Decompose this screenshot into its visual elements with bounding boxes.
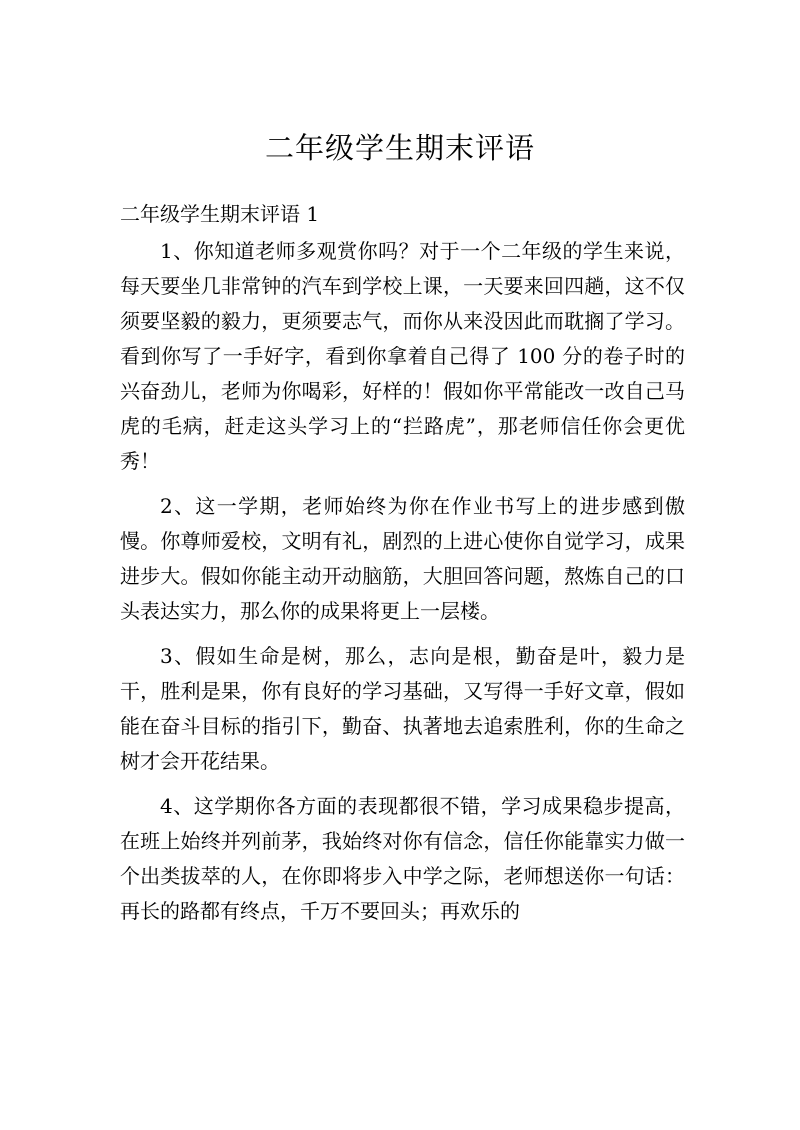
document-body <box>120 234 685 939</box>
paragraph-4: 4、这学期你各方面的表现都很不错，学习成果稳步提高，在班上始终并列前茅，我始终对你有信念，信任你能靠实力做一个出类拔萃的人，在你即将步入中学之际，老师想送你一句话：再长的路都有终点，千万不要回头；再欢乐的 <box>120 794 685 923</box>
paragraph-2: 2、这一学期，老师始终为你在作业书写上的进步感到傲慢。你尊师爱校，文明有礼，剧烈的上进心使你自觉学习，成果进步大。假如你能主动开动脑筋，大胆回答问题，熬炼自己的口头表达实力，那么你的成果将更上一层楼。 <box>120 494 685 623</box>
page-title: 二年级学生期末评语 <box>264 131 535 165</box>
paragraph-1: 1、你知道老师多观赏你吗？对于一个二年级的学生来说，每天要坐几非常钟的汽车到学校上课，一天要来回四趟，这不仅须要坚毅的毅力，更须要志气，而你从来没因此而耽搁了学习。看到你写了一手好字，看到你拿着自己得了 100 分的卷子时的兴奋劲儿，老师为你喝彩，好样的！假如你平常能改一改自己马虎的毛病，赶走这头学习上的“拦路虎”，那老师信任你会更优秀！ <box>120 239 685 473</box>
section-heading: 二年级学生期末评语 1 <box>120 202 320 226</box>
paragraph-3: 3、假如生命是树，那么，志向是根，勤奋是叶，毅力是干，胜利是果，你有良好的学习基础，又写得一手好文章，假如能在奋斗目标的指引下，勤奋、执著地去追索胜利，你的生命之树才会开花结果。 <box>120 644 685 773</box>
